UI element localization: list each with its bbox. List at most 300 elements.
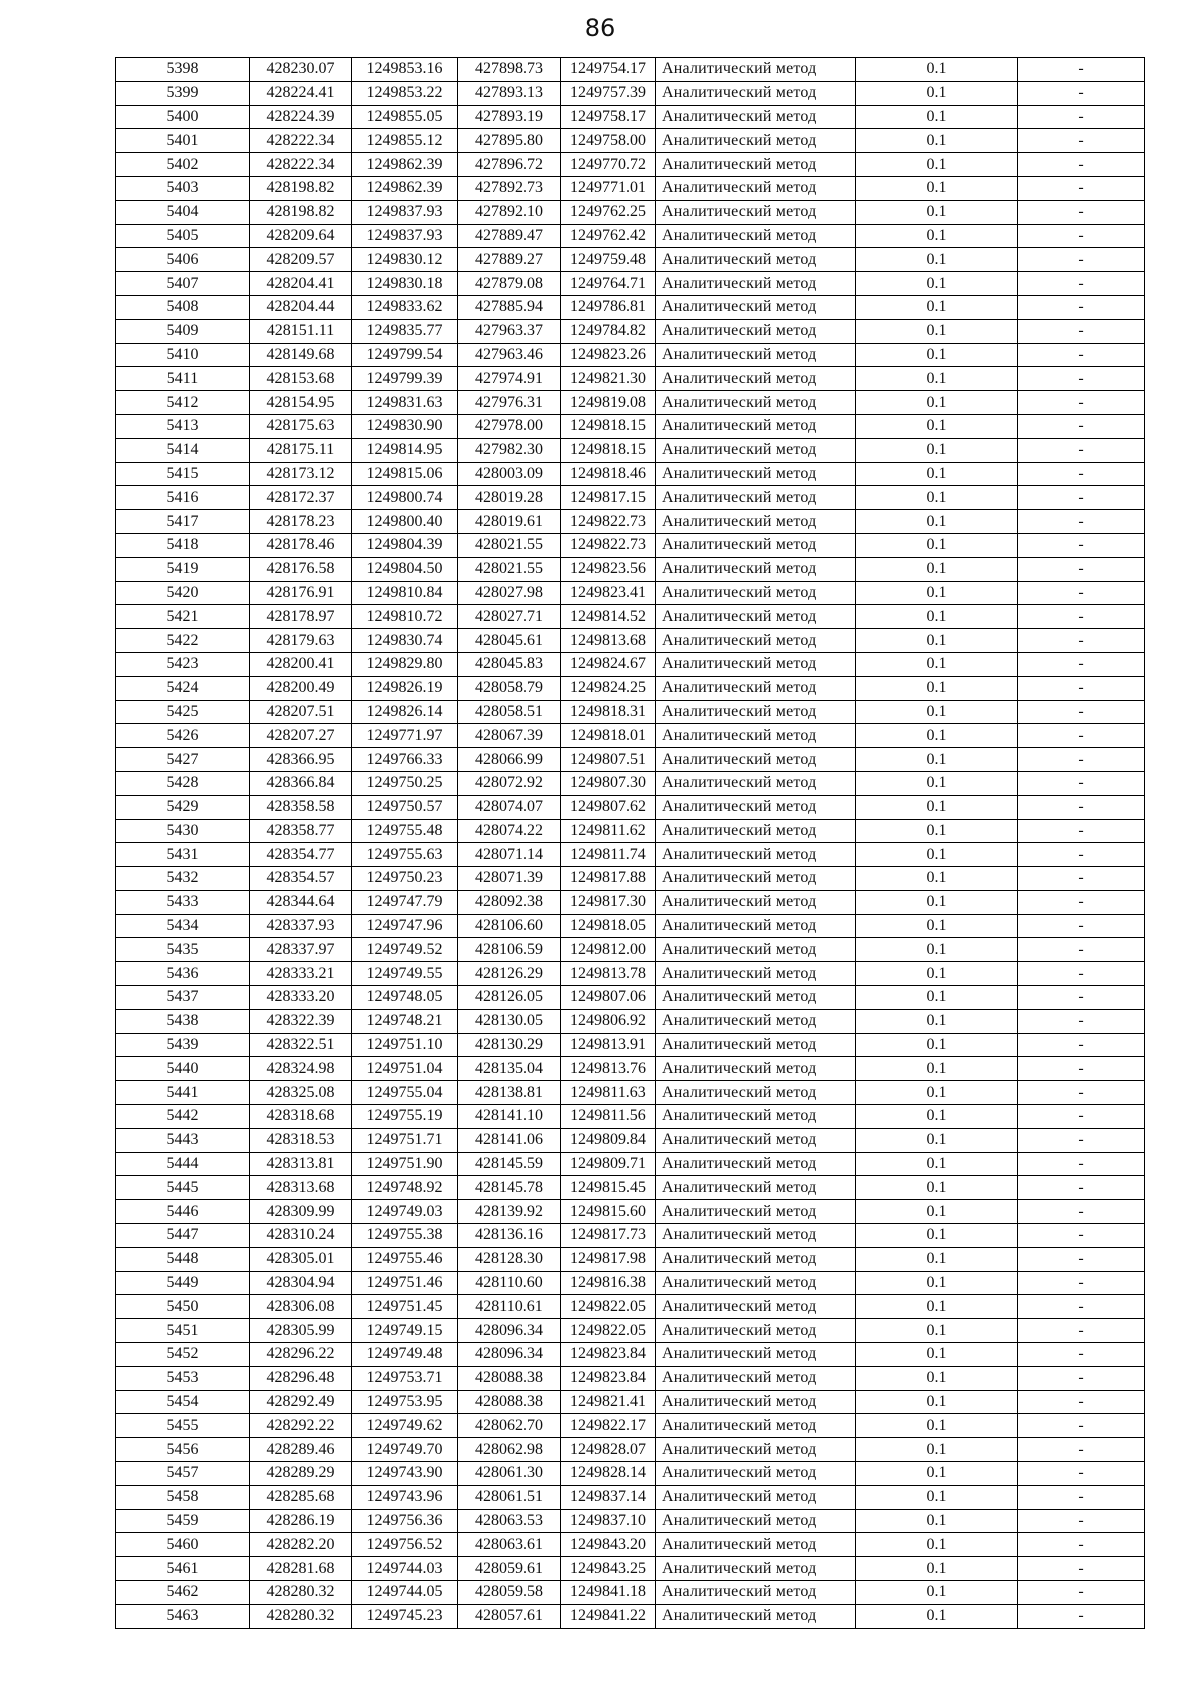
method-cell: Аналитический метод [656, 1247, 856, 1271]
y1-cell: 1249829.80 [352, 652, 458, 676]
x2-cell: 428141.06 [458, 1128, 561, 1152]
note-cell: - [1018, 1271, 1145, 1295]
method-cell: Аналитический метод [656, 319, 856, 343]
y2-cell: 1249837.10 [561, 1509, 656, 1533]
table-row [116, 914, 1145, 938]
method-cell: Аналитический метод [656, 438, 856, 462]
y1-cell: 1249815.06 [352, 462, 458, 486]
note-cell: - [1018, 343, 1145, 367]
note-cell: - [1018, 1485, 1145, 1509]
y1-cell: 1249751.45 [352, 1295, 458, 1319]
method-cell: Аналитический метод [656, 1081, 856, 1105]
x2-cell: 428066.99 [458, 748, 561, 772]
method-cell: Аналитический метод [656, 1343, 856, 1367]
point-number-cell: 5453 [116, 1366, 250, 1390]
x1-cell: 428304.94 [250, 1271, 352, 1295]
table-row [116, 1033, 1145, 1057]
point-number-cell: 5427 [116, 748, 250, 772]
y2-cell: 1249809.84 [561, 1128, 656, 1152]
y1-cell: 1249745.23 [352, 1604, 458, 1628]
x2-cell: 428074.07 [458, 795, 561, 819]
x2-cell: 428126.05 [458, 986, 561, 1010]
y2-cell: 1249818.31 [561, 700, 656, 724]
x1-cell: 428309.99 [250, 1200, 352, 1224]
accuracy-cell: 0.1 [856, 867, 1018, 891]
note-cell: - [1018, 1057, 1145, 1081]
y1-cell: 1249800.74 [352, 486, 458, 510]
x2-cell: 428138.81 [458, 1081, 561, 1105]
accuracy-cell: 0.1 [856, 1366, 1018, 1390]
table-row [116, 1081, 1145, 1105]
x2-cell: 427963.37 [458, 319, 561, 343]
note-cell: - [1018, 319, 1145, 343]
accuracy-cell: 0.1 [856, 676, 1018, 700]
x1-cell: 428149.68 [250, 343, 352, 367]
y2-cell: 1249809.71 [561, 1152, 656, 1176]
accuracy-cell: 0.1 [856, 1319, 1018, 1343]
method-cell: Аналитический метод [656, 486, 856, 510]
y1-cell: 1249751.90 [352, 1152, 458, 1176]
x1-cell: 428296.22 [250, 1343, 352, 1367]
y2-cell: 1249821.30 [561, 367, 656, 391]
note-cell: - [1018, 914, 1145, 938]
x1-cell: 428178.46 [250, 533, 352, 557]
note-cell: - [1018, 533, 1145, 557]
point-number-cell: 5461 [116, 1557, 250, 1581]
table-row [116, 1485, 1145, 1509]
method-cell: Аналитический метод [656, 176, 856, 200]
method-cell: Аналитический метод [656, 1366, 856, 1390]
x2-cell: 428072.92 [458, 771, 561, 795]
table-row [116, 938, 1145, 962]
table-row [116, 843, 1145, 867]
y1-cell: 1249748.21 [352, 1009, 458, 1033]
y1-cell: 1249810.72 [352, 605, 458, 629]
method-cell: Аналитический метод [656, 414, 856, 438]
point-number-cell: 5416 [116, 486, 250, 510]
y2-cell: 1249823.84 [561, 1343, 656, 1367]
point-number-cell: 5404 [116, 200, 250, 224]
y1-cell: 1249799.54 [352, 343, 458, 367]
x2-cell: 427982.30 [458, 438, 561, 462]
method-cell: Аналитический метод [656, 1009, 856, 1033]
table-row [116, 1224, 1145, 1248]
y1-cell: 1249750.25 [352, 771, 458, 795]
table-row [116, 890, 1145, 914]
table-row [116, 1128, 1145, 1152]
method-cell: Аналитический метод [656, 1509, 856, 1533]
note-cell: - [1018, 414, 1145, 438]
accuracy-cell: 0.1 [856, 224, 1018, 248]
point-number-cell: 5442 [116, 1105, 250, 1129]
y2-cell: 1249818.15 [561, 438, 656, 462]
point-number-cell: 5445 [116, 1176, 250, 1200]
method-cell: Аналитический метод [656, 557, 856, 581]
point-number-cell: 5406 [116, 248, 250, 272]
table-row [116, 605, 1145, 629]
y2-cell: 1249818.01 [561, 724, 656, 748]
note-cell: - [1018, 224, 1145, 248]
y1-cell: 1249837.93 [352, 224, 458, 248]
x1-cell: 428337.93 [250, 914, 352, 938]
x1-cell: 428198.82 [250, 176, 352, 200]
table-row [116, 1366, 1145, 1390]
y2-cell: 1249821.41 [561, 1390, 656, 1414]
point-number-cell: 5422 [116, 629, 250, 653]
note-cell: - [1018, 748, 1145, 772]
y2-cell: 1249822.05 [561, 1319, 656, 1343]
y2-cell: 1249819.08 [561, 391, 656, 415]
method-cell: Аналитический метод [656, 962, 856, 986]
table-row [116, 1390, 1145, 1414]
y1-cell: 1249749.55 [352, 962, 458, 986]
y2-cell: 1249822.73 [561, 533, 656, 557]
method-cell: Аналитический метод [656, 1105, 856, 1129]
point-number-cell: 5434 [116, 914, 250, 938]
x1-cell: 428280.32 [250, 1581, 352, 1605]
x1-cell: 428358.58 [250, 795, 352, 819]
y1-cell: 1249804.50 [352, 557, 458, 581]
x1-cell: 428200.41 [250, 652, 352, 676]
method-cell: Аналитический метод [656, 153, 856, 177]
note-cell: - [1018, 391, 1145, 415]
note-cell: - [1018, 1509, 1145, 1533]
table-row [116, 1176, 1145, 1200]
y1-cell: 1249814.95 [352, 438, 458, 462]
method-cell: Аналитический метод [656, 1438, 856, 1462]
y2-cell: 1249813.91 [561, 1033, 656, 1057]
y1-cell: 1249755.19 [352, 1105, 458, 1129]
accuracy-cell: 0.1 [856, 200, 1018, 224]
point-number-cell: 5458 [116, 1485, 250, 1509]
x2-cell: 428059.58 [458, 1581, 561, 1605]
point-number-cell: 5425 [116, 700, 250, 724]
method-cell: Аналитический метод [656, 605, 856, 629]
x1-cell: 428198.82 [250, 200, 352, 224]
point-number-cell: 5429 [116, 795, 250, 819]
y1-cell: 1249855.12 [352, 129, 458, 153]
accuracy-cell: 0.1 [856, 652, 1018, 676]
note-cell: - [1018, 938, 1145, 962]
accuracy-cell: 0.1 [856, 367, 1018, 391]
y2-cell: 1249837.14 [561, 1485, 656, 1509]
table-row [116, 153, 1145, 177]
accuracy-cell: 0.1 [856, 1485, 1018, 1509]
x1-cell: 428354.57 [250, 867, 352, 891]
x1-cell: 428337.97 [250, 938, 352, 962]
method-cell: Аналитический метод [656, 1271, 856, 1295]
y1-cell: 1249747.96 [352, 914, 458, 938]
y2-cell: 1249806.92 [561, 1009, 656, 1033]
y1-cell: 1249753.71 [352, 1366, 458, 1390]
y2-cell: 1249771.01 [561, 176, 656, 200]
point-number-cell: 5462 [116, 1581, 250, 1605]
accuracy-cell: 0.1 [856, 1390, 1018, 1414]
point-number-cell: 5435 [116, 938, 250, 962]
accuracy-cell: 0.1 [856, 1176, 1018, 1200]
y2-cell: 1249758.17 [561, 105, 656, 129]
y1-cell: 1249835.77 [352, 319, 458, 343]
point-number-cell: 5415 [116, 462, 250, 486]
x2-cell: 428019.28 [458, 486, 561, 510]
x1-cell: 428333.20 [250, 986, 352, 1010]
y2-cell: 1249807.62 [561, 795, 656, 819]
method-cell: Аналитический метод [656, 938, 856, 962]
y1-cell: 1249853.22 [352, 81, 458, 105]
accuracy-cell: 0.1 [856, 1081, 1018, 1105]
y1-cell: 1249753.95 [352, 1390, 458, 1414]
point-number-cell: 5449 [116, 1271, 250, 1295]
point-number-cell: 5414 [116, 438, 250, 462]
x2-cell: 428061.30 [458, 1462, 561, 1486]
note-cell: - [1018, 1557, 1145, 1581]
x1-cell: 428224.39 [250, 105, 352, 129]
accuracy-cell: 0.1 [856, 1224, 1018, 1248]
accuracy-cell: 0.1 [856, 819, 1018, 843]
method-cell: Аналитический метод [656, 295, 856, 319]
x2-cell: 428074.22 [458, 819, 561, 843]
method-cell: Аналитический метод [656, 248, 856, 272]
x1-cell: 428204.44 [250, 295, 352, 319]
table-row [116, 795, 1145, 819]
point-number-cell: 5451 [116, 1319, 250, 1343]
x1-cell: 428289.46 [250, 1438, 352, 1462]
x2-cell: 428021.55 [458, 533, 561, 557]
y2-cell: 1249818.15 [561, 414, 656, 438]
x1-cell: 428325.08 [250, 1081, 352, 1105]
method-cell: Аналитический метод [656, 676, 856, 700]
point-number-cell: 5452 [116, 1343, 250, 1367]
note-cell: - [1018, 1033, 1145, 1057]
x2-cell: 427898.73 [458, 58, 561, 82]
method-cell: Аналитический метод [656, 986, 856, 1010]
point-number-cell: 5432 [116, 867, 250, 891]
y2-cell: 1249807.51 [561, 748, 656, 772]
method-cell: Аналитический метод [656, 629, 856, 653]
x1-cell: 428153.68 [250, 367, 352, 391]
point-number-cell: 5463 [116, 1604, 250, 1628]
x1-cell: 428176.58 [250, 557, 352, 581]
table-row [116, 867, 1145, 891]
note-cell: - [1018, 129, 1145, 153]
accuracy-cell: 0.1 [856, 533, 1018, 557]
table-row [116, 58, 1145, 82]
note-cell: - [1018, 462, 1145, 486]
table-row [116, 1200, 1145, 1224]
point-number-cell: 5421 [116, 605, 250, 629]
x2-cell: 427885.94 [458, 295, 561, 319]
point-number-cell: 5398 [116, 58, 250, 82]
x2-cell: 428003.09 [458, 462, 561, 486]
x2-cell: 428058.51 [458, 700, 561, 724]
y2-cell: 1249822.17 [561, 1414, 656, 1438]
table-row [116, 1295, 1145, 1319]
method-cell: Аналитический метод [656, 867, 856, 891]
y2-cell: 1249818.46 [561, 462, 656, 486]
accuracy-cell: 0.1 [856, 1604, 1018, 1628]
accuracy-cell: 0.1 [856, 1152, 1018, 1176]
x2-cell: 428106.59 [458, 938, 561, 962]
point-number-cell: 5444 [116, 1152, 250, 1176]
method-cell: Аналитический метод [656, 1128, 856, 1152]
y1-cell: 1249826.14 [352, 700, 458, 724]
x2-cell: 428139.92 [458, 1200, 561, 1224]
y2-cell: 1249817.73 [561, 1224, 656, 1248]
x1-cell: 428322.51 [250, 1033, 352, 1057]
table-row [116, 129, 1145, 153]
x2-cell: 428057.61 [458, 1604, 561, 1628]
table-row [116, 1343, 1145, 1367]
y2-cell: 1249817.15 [561, 486, 656, 510]
table-row [116, 724, 1145, 748]
x1-cell: 428224.41 [250, 81, 352, 105]
x1-cell: 428344.64 [250, 890, 352, 914]
accuracy-cell: 0.1 [856, 1200, 1018, 1224]
note-cell: - [1018, 1247, 1145, 1271]
method-cell: Аналитический метод [656, 890, 856, 914]
accuracy-cell: 0.1 [856, 319, 1018, 343]
point-number-cell: 5409 [116, 319, 250, 343]
accuracy-cell: 0.1 [856, 414, 1018, 438]
y1-cell: 1249743.96 [352, 1485, 458, 1509]
coordinates-table [115, 57, 1145, 1629]
accuracy-cell: 0.1 [856, 938, 1018, 962]
y1-cell: 1249830.90 [352, 414, 458, 438]
y2-cell: 1249817.98 [561, 1247, 656, 1271]
y1-cell: 1249750.23 [352, 867, 458, 891]
point-number-cell: 5447 [116, 1224, 250, 1248]
y2-cell: 1249813.78 [561, 962, 656, 986]
method-cell: Аналитический метод [656, 1557, 856, 1581]
table-row [116, 1414, 1145, 1438]
x2-cell: 428141.10 [458, 1105, 561, 1129]
x2-cell: 427893.13 [458, 81, 561, 105]
method-cell: Аналитический метод [656, 1319, 856, 1343]
note-cell: - [1018, 1295, 1145, 1319]
note-cell: - [1018, 1081, 1145, 1105]
point-number-cell: 5420 [116, 581, 250, 605]
accuracy-cell: 0.1 [856, 105, 1018, 129]
y1-cell: 1249830.12 [352, 248, 458, 272]
x2-cell: 428059.61 [458, 1557, 561, 1581]
x2-cell: 428027.71 [458, 605, 561, 629]
table-row [116, 1533, 1145, 1557]
y1-cell: 1249862.39 [352, 153, 458, 177]
table-row [116, 367, 1145, 391]
point-number-cell: 5430 [116, 819, 250, 843]
accuracy-cell: 0.1 [856, 1438, 1018, 1462]
note-cell: - [1018, 1438, 1145, 1462]
y1-cell: 1249853.16 [352, 58, 458, 82]
x2-cell: 428096.34 [458, 1343, 561, 1367]
note-cell: - [1018, 795, 1145, 819]
table-row [116, 438, 1145, 462]
point-number-cell: 5418 [116, 533, 250, 557]
x1-cell: 428172.37 [250, 486, 352, 510]
table-row [116, 510, 1145, 534]
method-cell: Аналитический метод [656, 1581, 856, 1605]
x1-cell: 428285.68 [250, 1485, 352, 1509]
x2-cell: 428071.39 [458, 867, 561, 891]
table-row [116, 700, 1145, 724]
y1-cell: 1249755.04 [352, 1081, 458, 1105]
accuracy-cell: 0.1 [856, 129, 1018, 153]
accuracy-cell: 0.1 [856, 581, 1018, 605]
table-body [116, 58, 1145, 1629]
point-number-cell: 5460 [116, 1533, 250, 1557]
y2-cell: 1249822.73 [561, 510, 656, 534]
y2-cell: 1249823.84 [561, 1366, 656, 1390]
point-number-cell: 5443 [116, 1128, 250, 1152]
note-cell: - [1018, 867, 1145, 891]
method-cell: Аналитический метод [656, 533, 856, 557]
x1-cell: 428282.20 [250, 1533, 352, 1557]
y1-cell: 1249831.63 [352, 391, 458, 415]
x2-cell: 428088.38 [458, 1366, 561, 1390]
y2-cell: 1249822.05 [561, 1295, 656, 1319]
note-cell: - [1018, 272, 1145, 296]
x2-cell: 428126.29 [458, 962, 561, 986]
x2-cell: 428106.60 [458, 914, 561, 938]
y2-cell: 1249807.30 [561, 771, 656, 795]
x1-cell: 428207.27 [250, 724, 352, 748]
accuracy-cell: 0.1 [856, 771, 1018, 795]
x2-cell: 428062.70 [458, 1414, 561, 1438]
accuracy-cell: 0.1 [856, 1581, 1018, 1605]
x2-cell: 428088.38 [458, 1390, 561, 1414]
x2-cell: 427895.80 [458, 129, 561, 153]
x1-cell: 428154.95 [250, 391, 352, 415]
method-cell: Аналитический метод [656, 343, 856, 367]
method-cell: Аналитический метод [656, 272, 856, 296]
y2-cell: 1249818.05 [561, 914, 656, 938]
table-row [116, 1105, 1145, 1129]
y1-cell: 1249748.92 [352, 1176, 458, 1200]
x1-cell: 428354.77 [250, 843, 352, 867]
method-cell: Аналитический метод [656, 843, 856, 867]
x1-cell: 428222.34 [250, 153, 352, 177]
accuracy-cell: 0.1 [856, 1414, 1018, 1438]
point-number-cell: 5450 [116, 1295, 250, 1319]
method-cell: Аналитический метод [656, 748, 856, 772]
note-cell: - [1018, 81, 1145, 105]
x1-cell: 428292.22 [250, 1414, 352, 1438]
y2-cell: 1249814.52 [561, 605, 656, 629]
accuracy-cell: 0.1 [856, 1271, 1018, 1295]
method-cell: Аналитический метод [656, 1604, 856, 1628]
x1-cell: 428207.51 [250, 700, 352, 724]
table-row [116, 391, 1145, 415]
table-row [116, 343, 1145, 367]
x2-cell: 427963.46 [458, 343, 561, 367]
y2-cell: 1249759.48 [561, 248, 656, 272]
accuracy-cell: 0.1 [856, 748, 1018, 772]
y2-cell: 1249770.72 [561, 153, 656, 177]
x2-cell: 428027.98 [458, 581, 561, 605]
y1-cell: 1249799.39 [352, 367, 458, 391]
point-number-cell: 5419 [116, 557, 250, 581]
accuracy-cell: 0.1 [856, 343, 1018, 367]
note-cell: - [1018, 1128, 1145, 1152]
x2-cell: 428110.60 [458, 1271, 561, 1295]
x2-cell: 427976.31 [458, 391, 561, 415]
y1-cell: 1249862.39 [352, 176, 458, 200]
table-row [116, 819, 1145, 843]
point-number-cell: 5433 [116, 890, 250, 914]
note-cell: - [1018, 557, 1145, 581]
note-cell: - [1018, 1414, 1145, 1438]
y2-cell: 1249828.14 [561, 1462, 656, 1486]
